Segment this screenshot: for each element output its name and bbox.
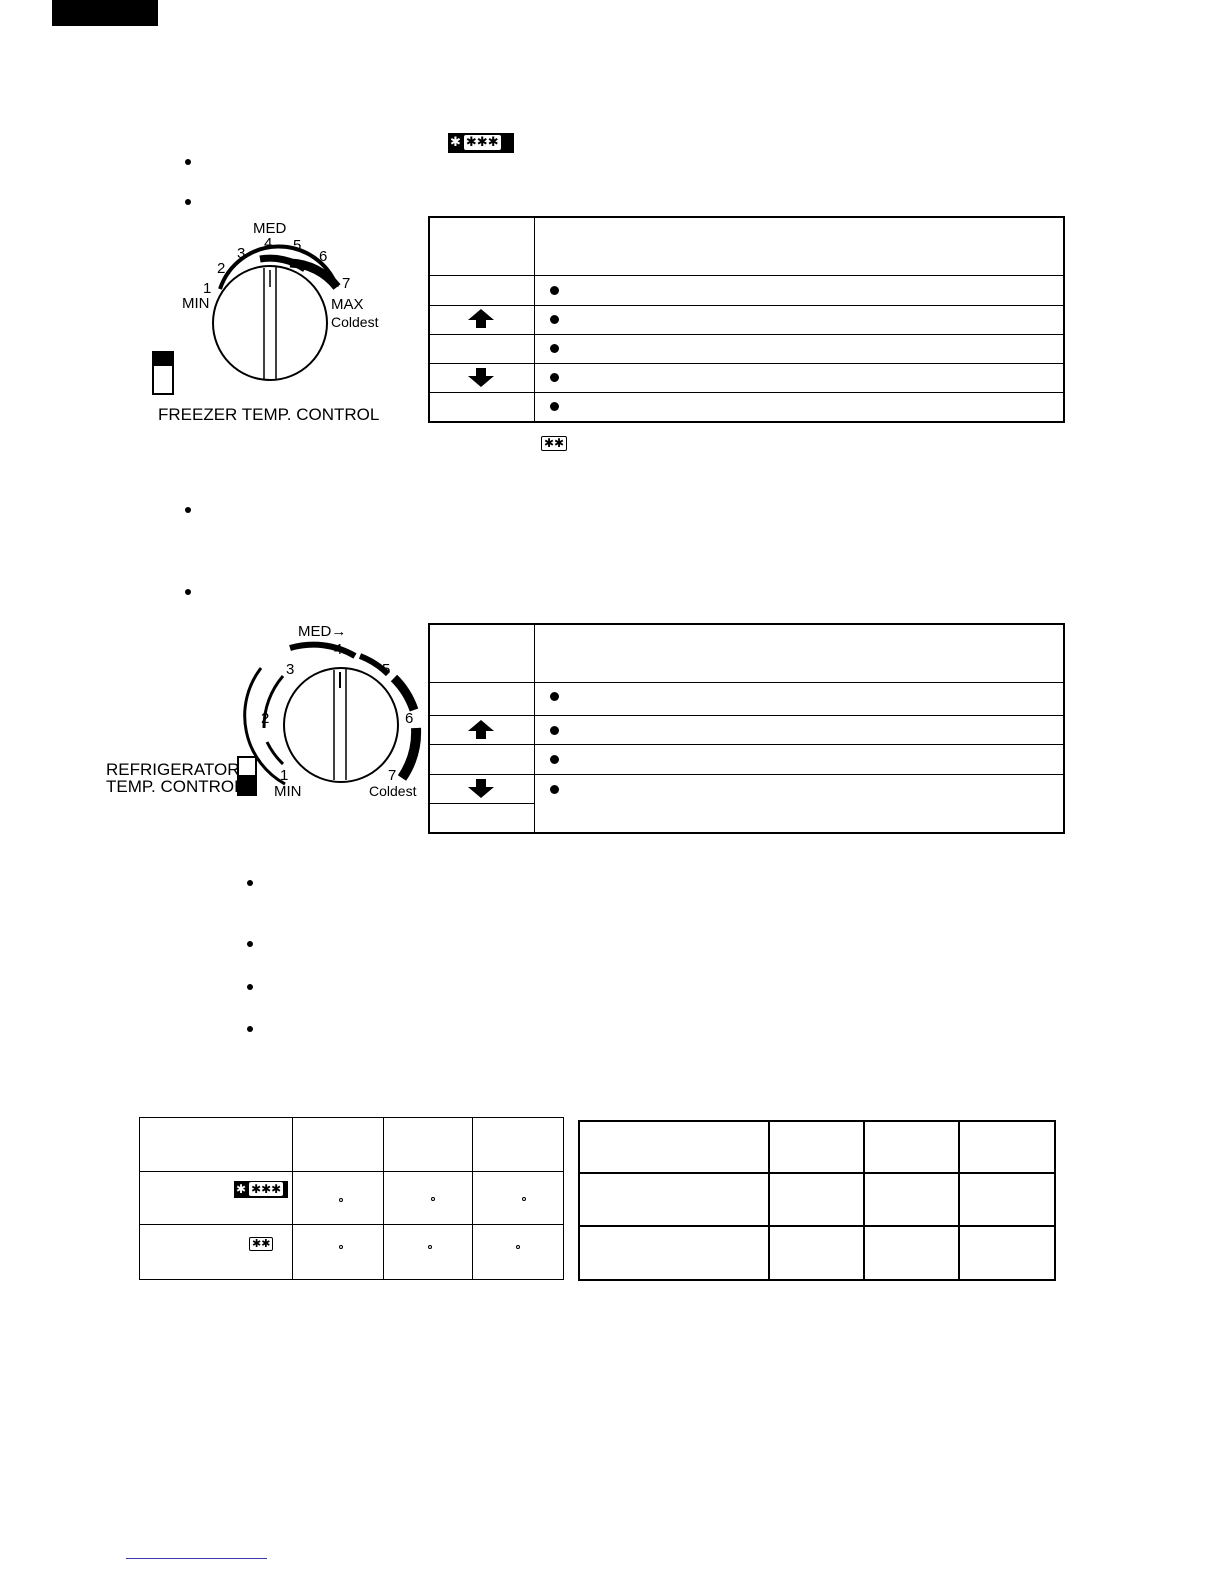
table-divider	[292, 1118, 293, 1279]
four-star-freezer-rating-icon	[448, 133, 514, 153]
four-star-main-glyph: ✱	[236, 1182, 247, 1196]
degree-icon	[339, 1245, 343, 1249]
bullet-icon	[247, 1026, 253, 1032]
freezer-dial-number-3: 3	[237, 245, 246, 262]
table-divider	[429, 803, 535, 804]
freezer-dial-number-1: 1	[203, 280, 212, 297]
table-divider	[534, 624, 535, 833]
bullet-icon	[247, 941, 253, 947]
refrigerator-temp-dial[interactable]	[100, 618, 430, 803]
refrigerator-dial-min-label: MIN	[274, 783, 302, 800]
bullet-icon	[247, 880, 253, 886]
freezer-temp-control-label: FREEZER TEMP. CONTROL	[158, 405, 380, 424]
freezer-temp-dial[interactable]	[140, 215, 400, 430]
table-divider	[429, 744, 1064, 745]
two-star-freezer-rating-icon: ✱✱	[541, 436, 567, 451]
footer-link[interactable]	[126, 1558, 267, 1559]
refrigerator-dial-coldest-label: Coldest	[369, 783, 417, 799]
table-divider	[429, 305, 1064, 306]
freezer-dial-med-label: MED	[253, 220, 287, 237]
table-divider	[140, 1171, 563, 1172]
table-divider	[579, 1172, 1055, 1174]
table-divider	[429, 334, 1064, 335]
bullet-icon	[550, 755, 559, 764]
arrow-up-icon	[466, 308, 496, 330]
four-star-inner-glyphs: ✱✱✱	[251, 1182, 282, 1196]
bullet-icon	[247, 984, 253, 990]
bullet-icon	[550, 402, 559, 411]
freezer-dial-number-6: 6	[319, 248, 328, 265]
bullet-icon	[185, 159, 191, 165]
refrigerator-dial-number-3: 3	[286, 661, 295, 678]
freezer-dial-min-label: MIN	[182, 295, 210, 312]
degree-icon	[428, 1245, 432, 1249]
freezer-selector-fill	[153, 352, 173, 366]
refrigerator-label-line1: REFRIGERATOR	[106, 760, 240, 779]
bullet-icon	[185, 199, 191, 205]
bullet-icon	[185, 589, 191, 595]
degree-icon	[522, 1197, 526, 1201]
arrow-down-icon	[466, 367, 496, 389]
table-divider	[768, 1121, 770, 1280]
table-divider	[429, 363, 1064, 364]
bullet-icon	[550, 344, 559, 353]
bullet-icon	[550, 373, 559, 382]
freezer-dial-number-2: 2	[217, 260, 226, 277]
degree-icon	[339, 1198, 343, 1202]
freezer-dial-number-7: 7	[342, 275, 351, 292]
freezer-dial-coldest-label: Coldest	[331, 314, 379, 330]
table-divider	[429, 774, 1064, 775]
refrigerator-dial-arc	[402, 728, 416, 778]
refrigerator-dial-number-6: 6	[405, 710, 414, 727]
refrigerator-dial-arc	[267, 742, 283, 764]
two-star-freezer-rating-icon: ✱✱	[249, 1237, 273, 1251]
bullet-icon	[550, 726, 559, 735]
table-divider	[429, 715, 1064, 716]
refrigerator-dial-number-1: 1	[280, 767, 289, 784]
refrigerator-dial-arc	[290, 645, 355, 656]
table-divider	[429, 392, 1064, 393]
bullet-icon	[550, 785, 559, 794]
refrigerator-dial-number-2: 2	[261, 710, 270, 727]
four-star-freezer-rating-icon	[234, 1181, 288, 1198]
freezer-dial-number-5: 5	[293, 237, 302, 254]
refrigerator-label-line2: TEMP. CONTROL	[106, 777, 244, 796]
header-tab	[52, 0, 158, 26]
bullet-icon	[550, 315, 559, 324]
table-divider	[472, 1118, 473, 1279]
table-divider	[140, 1224, 563, 1225]
freezer-dial-number-4: 4	[264, 235, 273, 252]
table-divider	[429, 682, 1064, 683]
table-divider	[429, 275, 1064, 276]
degree-icon	[431, 1197, 435, 1201]
table-divider	[863, 1121, 865, 1280]
freezer-dial-max-label: MAX	[331, 296, 364, 313]
four-star-main-glyph: ✱	[450, 135, 461, 150]
table-divider	[958, 1121, 960, 1280]
bullet-icon	[550, 286, 559, 295]
temperature-table-left	[139, 1117, 564, 1280]
refrigerator-dial-number-7: 7	[388, 767, 397, 784]
degree-icon	[516, 1245, 520, 1249]
table-divider	[383, 1118, 384, 1279]
arrow-down-icon	[466, 778, 496, 800]
bullet-icon	[185, 507, 191, 513]
temperature-table-right	[578, 1120, 1056, 1281]
table-divider	[579, 1225, 1055, 1227]
refrigerator-dial-arc	[394, 678, 414, 710]
refrigerator-dial-number-4: 4	[334, 641, 343, 658]
refrigerator-dial-number-5: 5	[382, 661, 391, 678]
refrigerator-dial-med-label: MED→	[298, 623, 347, 640]
arrow-up-icon	[466, 719, 496, 741]
four-star-inner-glyphs: ✱✱✱	[465, 135, 499, 150]
bullet-icon	[550, 692, 559, 701]
